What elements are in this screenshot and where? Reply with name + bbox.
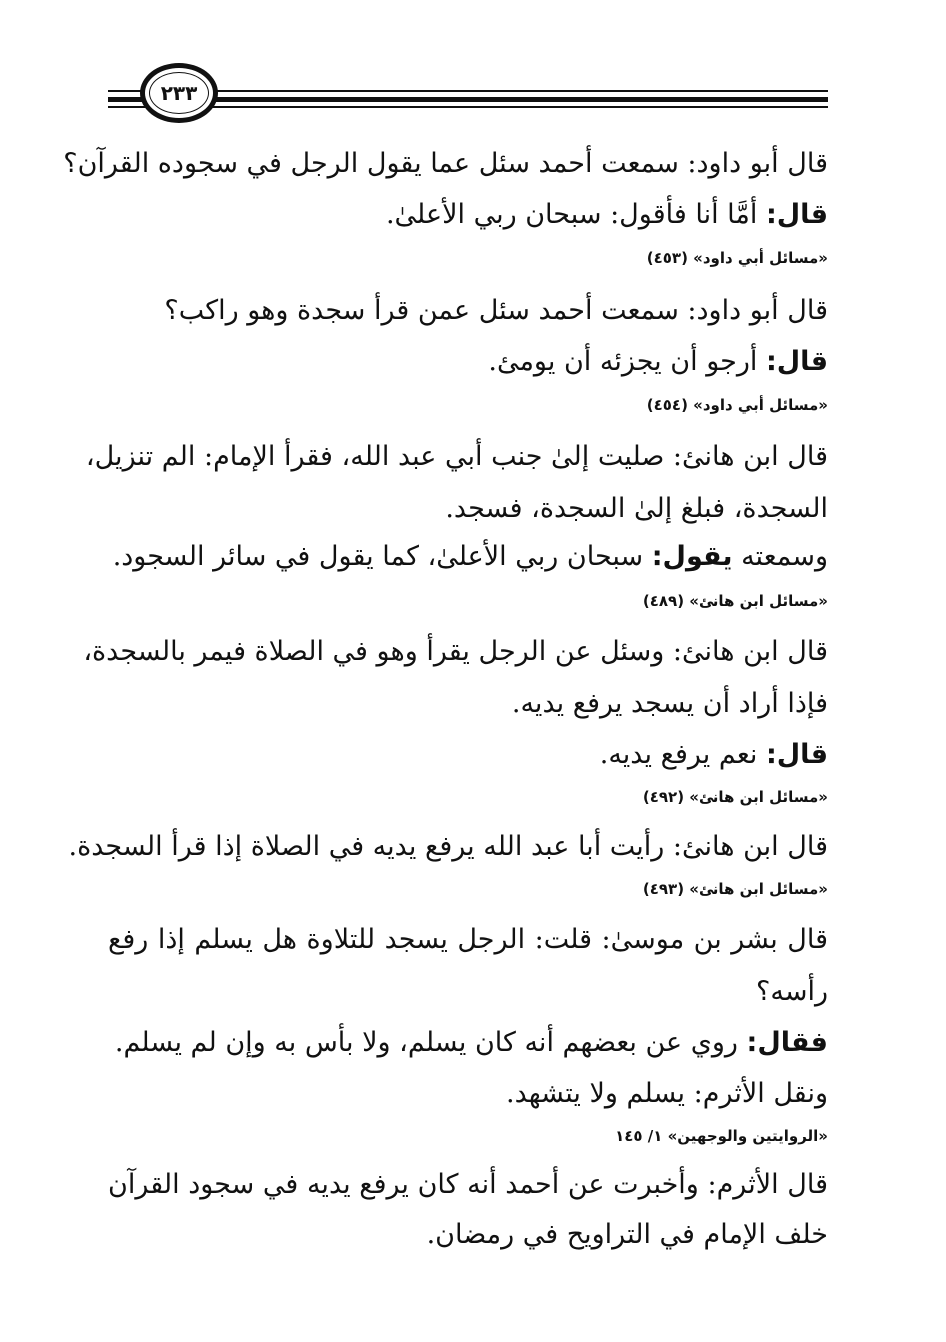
source-citation: «مسائل ابن هانئ» (٤٩٢) [642,788,828,806]
text-line: قال ابن هانئ: رأيت أبا عبد الله يرفع يديه في الصلاة إذا قرأ السجدة. [68,831,828,862]
text-line: قال: أرجو أن يجزئه أن يومئ. [488,346,828,377]
source-citation: «مسائل أبي داود» (٤٥٤) [646,396,828,414]
speaker-label: قال: [765,739,828,770]
speaker-label: قال: [765,199,828,230]
source-citation: «مسائل أبي داود» (٤٥٣) [646,249,828,267]
text-line: قال أبو داود: سمعت أحمد سئل عما يقول الرجل في سجوده القرآن؟ [63,148,828,179]
speaker-label: قال: [765,346,828,377]
text-line: قال ابن هانئ: وسئل عن الرجل يقرأ وهو في الصلاة فيمر بالسجدة، [83,636,828,667]
text-line: فإذا أراد أن يسجد يرفع يديه. [511,688,828,719]
source-citation: «الروايتين والوجهين» ١/ ١٤٥ [615,1127,828,1145]
text-line: فقال: روي عن بعضهم أنه كان يسلم، ولا بأس به وإن لم يسلم. [114,1027,828,1058]
text-line: وسمعته يقول: سبحان ربي الأعلىٰ، كما يقول في سائر السجود. [112,541,828,572]
text-line: قال ابن هانئ: صليت إلىٰ جنب أبي عبد الله، فقرأ الإمام: الم تنزيل، [85,441,828,472]
text-line: السجدة، فبلغ إلىٰ السجدة، فسجد. [445,493,828,524]
text-line: قال: أمَّا أنا فأقول: سبحان ربي الأعلىٰ. [385,199,828,230]
speaker-label: فقال: [746,1027,828,1058]
text-line: قال الأثرم: وأخبرت عن أحمد أنه كان يرفع يديه في سجود القرآن [108,1169,828,1200]
text-line: رأسه؟ [756,976,828,1007]
source-citation: «مسائل ابن هانئ» (٤٩٣) [642,880,828,898]
text-line: قال بشر بن موسىٰ: قلت: الرجل يسجد للتلاوة هل يسلم إذا رفع [108,924,828,955]
page-number: ٢٣٣ [160,81,198,105]
source-citation: «مسائل ابن هانئ» (٤٨٩) [642,592,828,610]
text-line: خلف الإمام في التراويح في رمضان. [426,1219,828,1250]
speaker-label: يقول: [651,541,733,572]
text-line: قال أبو داود: سمعت أحمد سئل عمن قرأ سجدة وهو راكب؟ [164,295,828,326]
text-line: قال: نعم يرفع يديه. [599,739,828,770]
text-line: ونقل الأثرم: يسلم ولا يتشهد. [505,1078,828,1109]
